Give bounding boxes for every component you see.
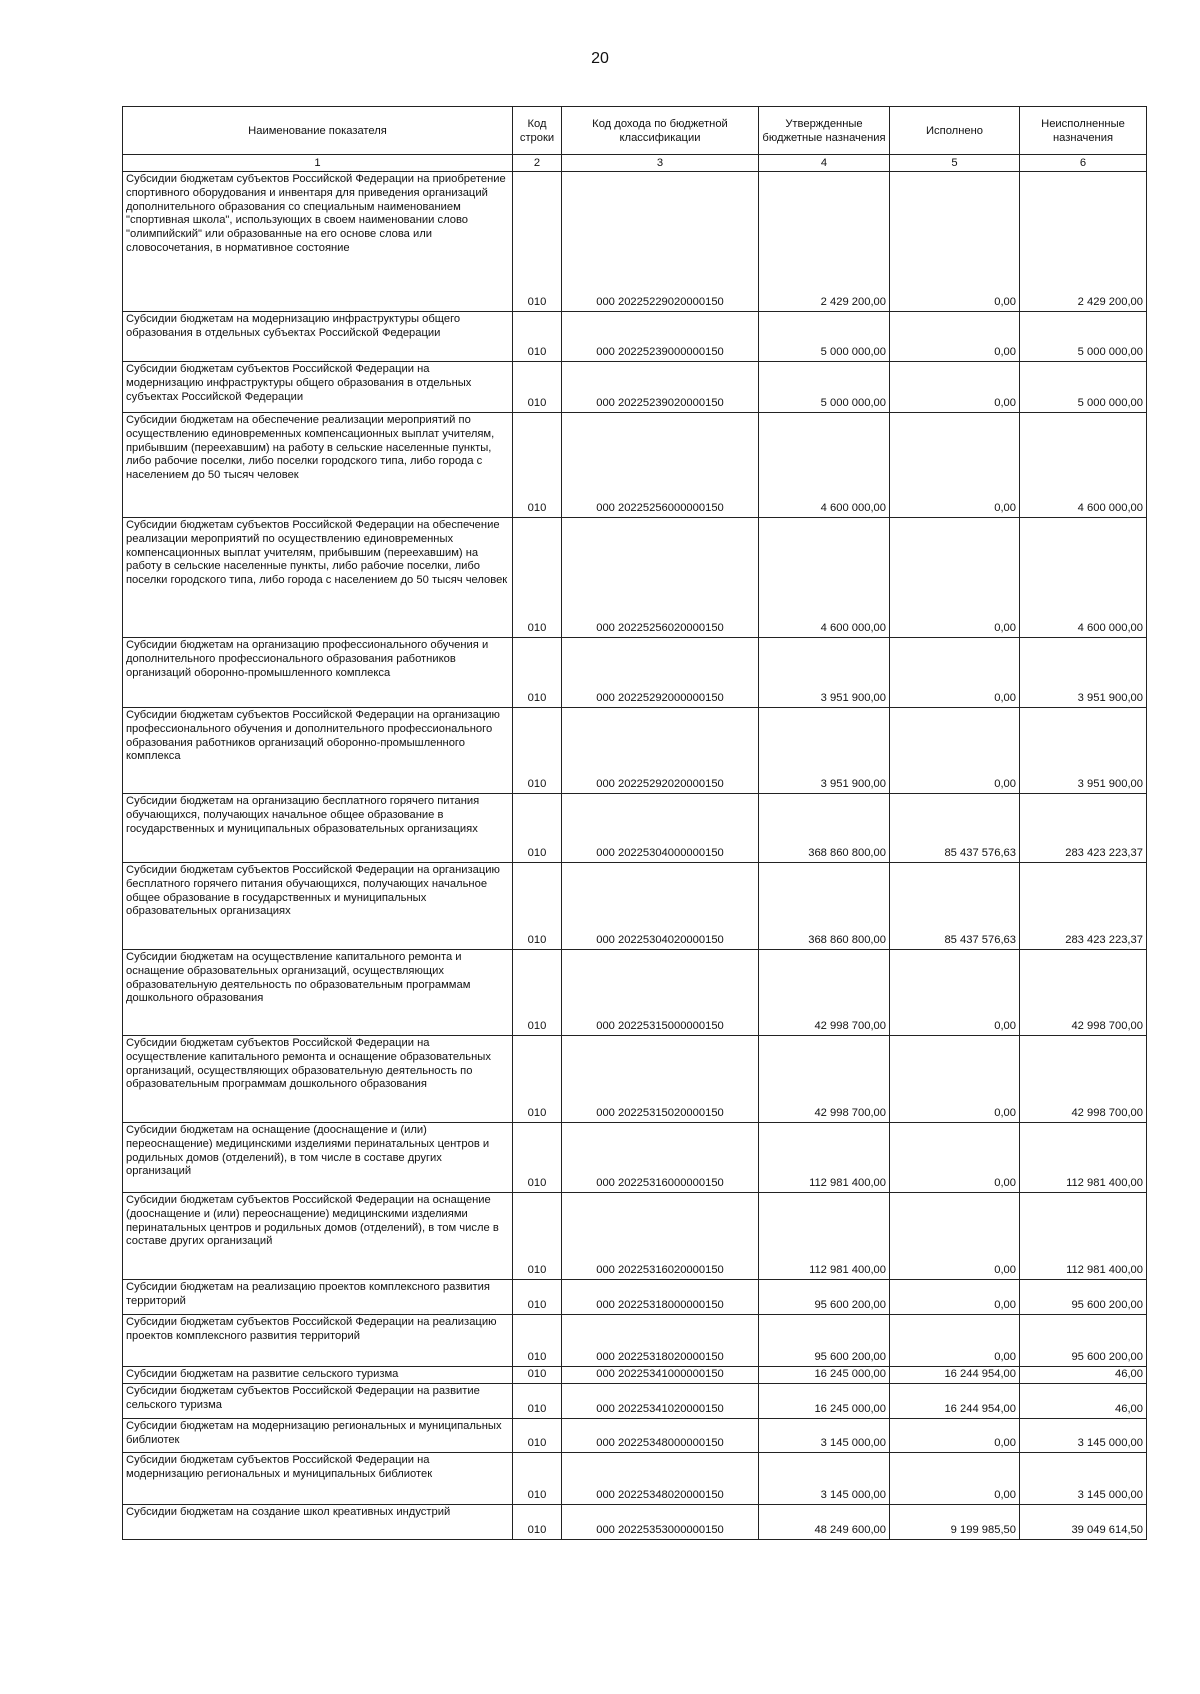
row-line-code: 010 <box>513 1036 562 1123</box>
row-remaining: 112 981 400,00 <box>1020 1193 1147 1280</box>
row-approved: 5 000 000,00 <box>759 362 890 413</box>
row-name: Субсидии бюджетам субъектов Российской Федерации на развитие сельского туризма <box>123 1384 513 1419</box>
row-executed: 16 244 954,00 <box>890 1367 1020 1384</box>
row-remaining: 3 145 000,00 <box>1020 1419 1147 1453</box>
row-name: Субсидии бюджетам на обеспечение реализации мероприятий по осуществлению единовременных компенсационных выплат учителям, прибывшим (переехавшим) на работу в сельские населенные пункты, либо рабочие поселки, либо поселки городского типа, либо города с населением до 50 тысяч человек <box>123 413 513 518</box>
col-header-executed: Исполнено <box>890 107 1020 155</box>
row-executed: 16 244 954,00 <box>890 1384 1020 1419</box>
row-line-code: 010 <box>513 518 562 638</box>
row-approved: 368 860 800,00 <box>759 794 890 863</box>
row-name: Субсидии бюджетам субъектов Российской Федерации на обеспечение реализации мероприятий по осуществлению единовременных компенсационных выплат учителям, прибывшим (переехавшим) на работу в сельские населенные пункты, либо рабочие поселки, либо поселки городского типа, либо города с населением до 50 тысяч человек <box>123 518 513 638</box>
row-income-code: 000 20225348020000150 <box>562 1453 759 1505</box>
table-row <box>123 1315 1147 1367</box>
row-income-code: 000 20225229020000150 <box>562 172 759 312</box>
row-name: Субсидии бюджетам субъектов Российской Федерации на модернизацию инфраструктуры общего образования в отдельных субъектах Российской Федерации <box>123 362 513 413</box>
col-number: 1 <box>123 155 513 172</box>
row-remaining: 95 600 200,00 <box>1020 1315 1147 1367</box>
page-number: 20 <box>591 50 609 67</box>
table-row <box>123 1384 1147 1419</box>
col-number: 3 <box>562 155 759 172</box>
table-row <box>123 950 1147 1036</box>
row-executed: 0,00 <box>890 950 1020 1036</box>
table-row <box>123 1036 1147 1123</box>
table-row <box>123 1193 1147 1280</box>
row-name: Субсидии бюджетам на оснащение (дооснащение и (или) переоснащение) медицинскими изделиями перинатальных центров и родильных домов (отделений), в том числе в составе других организаций <box>123 1123 513 1193</box>
row-name: Субсидии бюджетам на осуществление капитального ремонта и оснащение образовательных организаций, осуществляющих образовательную деятельность по образовательным программам дошкольного образования <box>123 950 513 1036</box>
row-approved: 4 600 000,00 <box>759 413 890 518</box>
row-name: Субсидии бюджетам на модернизацию региональных и муниципальных библиотек <box>123 1419 513 1453</box>
row-executed: 85 437 576,63 <box>890 794 1020 863</box>
row-line-code: 010 <box>513 312 562 362</box>
row-approved: 3 145 000,00 <box>759 1453 890 1505</box>
row-executed: 0,00 <box>890 638 1020 708</box>
col-header-name: Наименование показателя <box>123 107 513 155</box>
row-approved: 2 429 200,00 <box>759 172 890 312</box>
row-name: Субсидии бюджетам на реализацию проектов комплексного развития территорий <box>123 1280 513 1315</box>
row-income-code: 000 20225239000000150 <box>562 312 759 362</box>
row-income-code: 000 20225348000000150 <box>562 1419 759 1453</box>
table-row <box>123 413 1147 518</box>
row-line-code: 010 <box>513 1384 562 1419</box>
row-income-code: 000 20225256000000150 <box>562 413 759 518</box>
row-approved: 368 860 800,00 <box>759 863 890 950</box>
row-line-code: 010 <box>513 1193 562 1280</box>
table-row <box>123 708 1147 794</box>
table-row <box>123 863 1147 950</box>
column-number-row <box>123 155 1147 172</box>
row-income-code: 000 20225304000000150 <box>562 794 759 863</box>
row-line-code: 010 <box>513 708 562 794</box>
row-executed: 0,00 <box>890 1419 1020 1453</box>
row-remaining: 3 951 900,00 <box>1020 638 1147 708</box>
row-approved: 3 951 900,00 <box>759 708 890 794</box>
row-remaining: 4 600 000,00 <box>1020 518 1147 638</box>
table-row <box>123 1453 1147 1505</box>
row-remaining: 42 998 700,00 <box>1020 1036 1147 1123</box>
row-income-code: 000 20225316020000150 <box>562 1193 759 1280</box>
row-approved: 42 998 700,00 <box>759 1036 890 1123</box>
row-remaining: 42 998 700,00 <box>1020 950 1147 1036</box>
row-executed: 0,00 <box>890 1193 1020 1280</box>
row-executed: 9 199 985,50 <box>890 1505 1020 1540</box>
row-remaining: 112 981 400,00 <box>1020 1123 1147 1193</box>
col-number: 4 <box>759 155 890 172</box>
row-income-code: 000 20225304020000150 <box>562 863 759 950</box>
row-executed: 0,00 <box>890 708 1020 794</box>
row-name: Субсидии бюджетам субъектов Российской Федерации на модернизацию региональных и муниципальных библиотек <box>123 1453 513 1505</box>
row-income-code: 000 20225318020000150 <box>562 1315 759 1367</box>
col-header-line-code: Код строки <box>513 107 562 155</box>
row-income-code: 000 20225341020000150 <box>562 1384 759 1419</box>
col-header-income-code: Код дохода по бюджетной классификации <box>562 107 759 155</box>
row-remaining: 46,00 <box>1020 1384 1147 1419</box>
row-line-code: 010 <box>513 950 562 1036</box>
row-line-code: 010 <box>513 362 562 413</box>
table-row <box>123 172 1147 312</box>
table-row <box>123 362 1147 413</box>
col-number: 6 <box>1020 155 1147 172</box>
row-remaining: 283 423 223,37 <box>1020 863 1147 950</box>
col-header-approved: Утвержденные бюджетные назначения <box>759 107 890 155</box>
table-row <box>123 638 1147 708</box>
row-executed: 85 437 576,63 <box>890 863 1020 950</box>
row-income-code: 000 20225315020000150 <box>562 1036 759 1123</box>
row-remaining: 3 145 000,00 <box>1020 1453 1147 1505</box>
row-approved: 42 998 700,00 <box>759 950 890 1036</box>
row-line-code: 010 <box>513 638 562 708</box>
row-approved: 16 245 000,00 <box>759 1384 890 1419</box>
row-income-code: 000 20225239020000150 <box>562 362 759 413</box>
row-remaining: 5 000 000,00 <box>1020 362 1147 413</box>
row-remaining: 4 600 000,00 <box>1020 413 1147 518</box>
row-name: Субсидии бюджетам на организацию профессионального обучения и дополнительного профессионального образования работников организаций оборонно-промышленного комплекса <box>123 638 513 708</box>
table-row <box>123 794 1147 863</box>
row-name: Субсидии бюджетам на организацию бесплатного горячего питания обучающихся, получающих начальное общее образование в государственных и муниципальных образовательных организациях <box>123 794 513 863</box>
row-approved: 95 600 200,00 <box>759 1280 890 1315</box>
row-remaining: 5 000 000,00 <box>1020 312 1147 362</box>
row-remaining: 95 600 200,00 <box>1020 1280 1147 1315</box>
row-line-code: 010 <box>513 1505 562 1540</box>
row-executed: 0,00 <box>890 1315 1020 1367</box>
header-row <box>123 107 1147 155</box>
row-income-code: 000 20225316000000150 <box>562 1123 759 1193</box>
table-row <box>123 312 1147 362</box>
table-row <box>123 1123 1147 1193</box>
row-line-code: 010 <box>513 413 562 518</box>
row-approved: 48 249 600,00 <box>759 1505 890 1540</box>
row-line-code: 010 <box>513 1123 562 1193</box>
row-name: Субсидии бюджетам на создание школ креативных индустрий <box>123 1505 513 1540</box>
row-line-code: 010 <box>513 1367 562 1384</box>
row-income-code: 000 20225292020000150 <box>562 708 759 794</box>
row-executed: 0,00 <box>890 1036 1020 1123</box>
row-line-code: 010 <box>513 1280 562 1315</box>
row-approved: 112 981 400,00 <box>759 1193 890 1280</box>
row-income-code: 000 20225341000000150 <box>562 1367 759 1384</box>
row-income-code: 000 20225315000000150 <box>562 950 759 1036</box>
row-executed: 0,00 <box>890 518 1020 638</box>
budget-report-table <box>122 106 1147 1540</box>
row-approved: 5 000 000,00 <box>759 312 890 362</box>
row-executed: 0,00 <box>890 1280 1020 1315</box>
row-line-code: 010 <box>513 172 562 312</box>
row-line-code: 010 <box>513 794 562 863</box>
row-income-code: 000 20225318000000150 <box>562 1280 759 1315</box>
row-remaining: 39 049 614,50 <box>1020 1505 1147 1540</box>
row-name: Субсидии бюджетам субъектов Российской Федерации на оснащение (дооснащение и (или) переоснащение) медицинскими изделиями перинатальных центров и родильных домов (отделений), в том числе в составе других организаций <box>123 1193 513 1280</box>
row-name: Субсидии бюджетам субъектов Российской Федерации на реализацию проектов комплексного развития территорий <box>123 1315 513 1367</box>
table-row <box>123 1419 1147 1453</box>
row-approved: 112 981 400,00 <box>759 1123 890 1193</box>
row-income-code: 000 20225256020000150 <box>562 518 759 638</box>
col-header-remaining: Неисполненные назначения <box>1020 107 1147 155</box>
row-remaining: 283 423 223,37 <box>1020 794 1147 863</box>
row-name: Субсидии бюджетам на модернизацию инфраструктуры общего образования в отдельных субъектах Российской Федерации <box>123 312 513 362</box>
row-executed: 0,00 <box>890 413 1020 518</box>
row-approved: 95 600 200,00 <box>759 1315 890 1367</box>
row-line-code: 010 <box>513 1315 562 1367</box>
row-executed: 0,00 <box>890 1123 1020 1193</box>
row-executed: 0,00 <box>890 172 1020 312</box>
row-remaining: 46,00 <box>1020 1367 1147 1384</box>
row-line-code: 010 <box>513 1419 562 1453</box>
row-name: Субсидии бюджетам субъектов Российской Федерации на осуществление капитального ремонта и оснащение образовательных организаций, осуществляющих образовательную деятельность по образовательным программам дошкольного образования <box>123 1036 513 1123</box>
row-line-code: 010 <box>513 1453 562 1505</box>
row-executed: 0,00 <box>890 312 1020 362</box>
table-row <box>123 1280 1147 1315</box>
row-executed: 0,00 <box>890 1453 1020 1505</box>
row-income-code: 000 20225353000000150 <box>562 1505 759 1540</box>
row-approved: 16 245 000,00 <box>759 1367 890 1384</box>
row-line-code: 010 <box>513 863 562 950</box>
row-executed: 0,00 <box>890 362 1020 413</box>
row-income-code: 000 20225292000000150 <box>562 638 759 708</box>
row-name: Субсидии бюджетам субъектов Российской Федерации на приобретение спортивного оборудования и инвентаря для приведения организаций дополнительного образования со специальным наименованием "спортивная школа", использующих в своем наименовании слово "олимпийский" или образованные на его основе слова или словосочетания, в нормативное состояние <box>123 172 513 312</box>
row-name: Субсидии бюджетам субъектов Российской Федерации на организацию профессионального обучения и дополнительного профессионального образования работников организаций оборонно-промышленного комплекса <box>123 708 513 794</box>
table-row <box>123 518 1147 638</box>
row-approved: 3 951 900,00 <box>759 638 890 708</box>
row-approved: 3 145 000,00 <box>759 1419 890 1453</box>
table-row <box>123 1367 1147 1384</box>
col-number: 2 <box>513 155 562 172</box>
row-remaining: 2 429 200,00 <box>1020 172 1147 312</box>
row-name: Субсидии бюджетам субъектов Российской Федерации на организацию бесплатного горячего питания обучающихся, получающих начальное общее образование в государственных и муниципальных образовательных организациях <box>123 863 513 950</box>
row-remaining: 3 951 900,00 <box>1020 708 1147 794</box>
table-row <box>123 1505 1147 1540</box>
row-approved: 4 600 000,00 <box>759 518 890 638</box>
row-name: Субсидии бюджетам на развитие сельского туризма <box>123 1367 513 1384</box>
col-number: 5 <box>890 155 1020 172</box>
